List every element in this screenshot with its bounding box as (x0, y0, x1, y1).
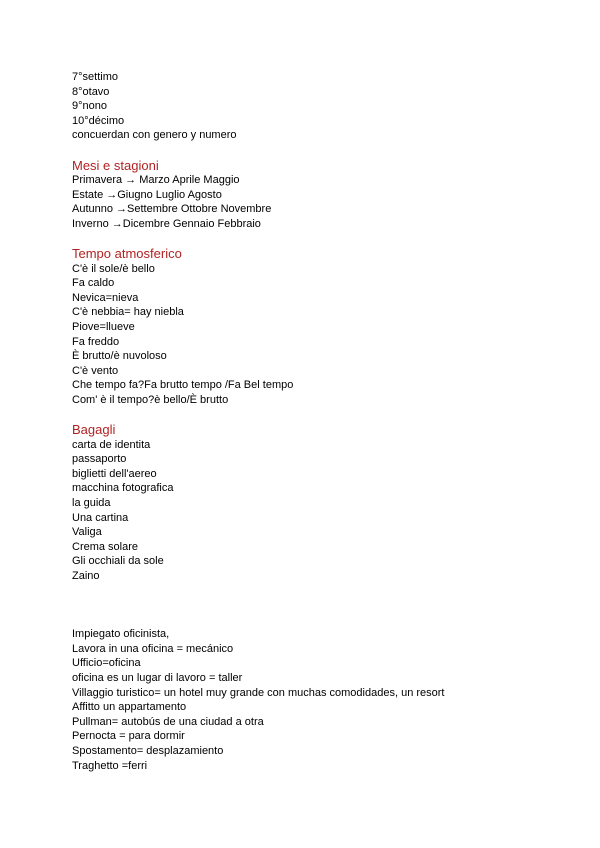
vocabulary-line: Pullman= autobús de una ciudad a otra (72, 715, 264, 728)
luggage-line: la guida (72, 496, 111, 509)
luggage-line: macchina fotografica (72, 482, 174, 495)
luggage-line: carta de identita (72, 438, 151, 451)
luggage-line: Crema solare (72, 540, 139, 553)
weather-line: Nevica=nieva (72, 291, 139, 304)
vocabulary-section (72, 627, 572, 773)
vocabulary-line: Impiegato oficinista, (72, 628, 170, 641)
weather-line: Piove=llueve (72, 320, 135, 333)
vocabulary-line: Affitto un appartamento (72, 701, 187, 714)
vocabulary-line: Pernocta = para dormir (72, 730, 185, 743)
vocabulary-line: Spostamento= desplazamiento (72, 745, 224, 758)
spacer (72, 584, 572, 628)
spacer (72, 407, 572, 422)
season-line: Primavera → Marzo Aprile Maggio (72, 174, 240, 187)
season-line: Estate →Giugno Luglio Agosto (72, 188, 222, 201)
luggage-line: passaporto (72, 453, 127, 466)
ordinals-list (72, 70, 572, 143)
seasons-section (72, 158, 572, 232)
vocabulary-line: Ufficio=oficina (72, 657, 141, 670)
weather-heading: Tempo atmosferico (72, 246, 182, 262)
vocabulary-line: Villaggio turistico= un hotel muy grande con muchas comodidades, un resort (72, 686, 445, 699)
vocabulary-line: oficina es un lugar di lavoro = taller (72, 672, 243, 685)
weather-line: C'è nebbia= hay niebla (72, 306, 184, 319)
spacer (72, 143, 572, 158)
weather-line: C'è il sole/è bello (72, 262, 155, 275)
luggage-line: Zaino (72, 569, 100, 582)
spacer (72, 231, 572, 246)
ordinal-line: 8°otavo (72, 85, 110, 98)
ordinal-line: 9°nono (72, 100, 107, 113)
seasons-heading: Mesi e stagioni (72, 157, 159, 173)
weather-line: Che tempo fa?Fa brutto tempo /Fa Bel tempo (72, 379, 294, 392)
vocabulary-line: Traghetto =ferri (72, 759, 148, 772)
weather-line: Fa freddo (72, 335, 120, 348)
vocabulary-line: Lavora in una oficina = mecánico (72, 642, 234, 655)
luggage-line: Gli occhiali da sole (72, 555, 164, 568)
season-line: Inverno →Dicembre Gennaio Febbraio (72, 217, 261, 230)
ordinal-line: 10°décimo (72, 114, 125, 127)
luggage-line: Una cartina (72, 511, 129, 524)
weather-line: È brutto/è nuvoloso (72, 350, 167, 363)
ordinal-line: 7°settimo (72, 71, 118, 83)
weather-line: Fa caldo (72, 277, 115, 290)
luggage-heading: Bagagli (72, 422, 116, 438)
luggage-line: Valiga (72, 526, 102, 539)
ordinal-note: concuerdan con genero y numero (72, 129, 237, 142)
weather-line: C'è vento (72, 364, 119, 377)
weather-line: Com' è il tempo?è bello/È brutto (72, 393, 229, 406)
document-page (72, 70, 572, 773)
season-line: Autunno →Settembre Ottobre Novembre (72, 203, 272, 216)
luggage-line: biglietti dell'aereo (72, 467, 157, 480)
weather-section (72, 246, 572, 407)
luggage-section (72, 422, 572, 583)
